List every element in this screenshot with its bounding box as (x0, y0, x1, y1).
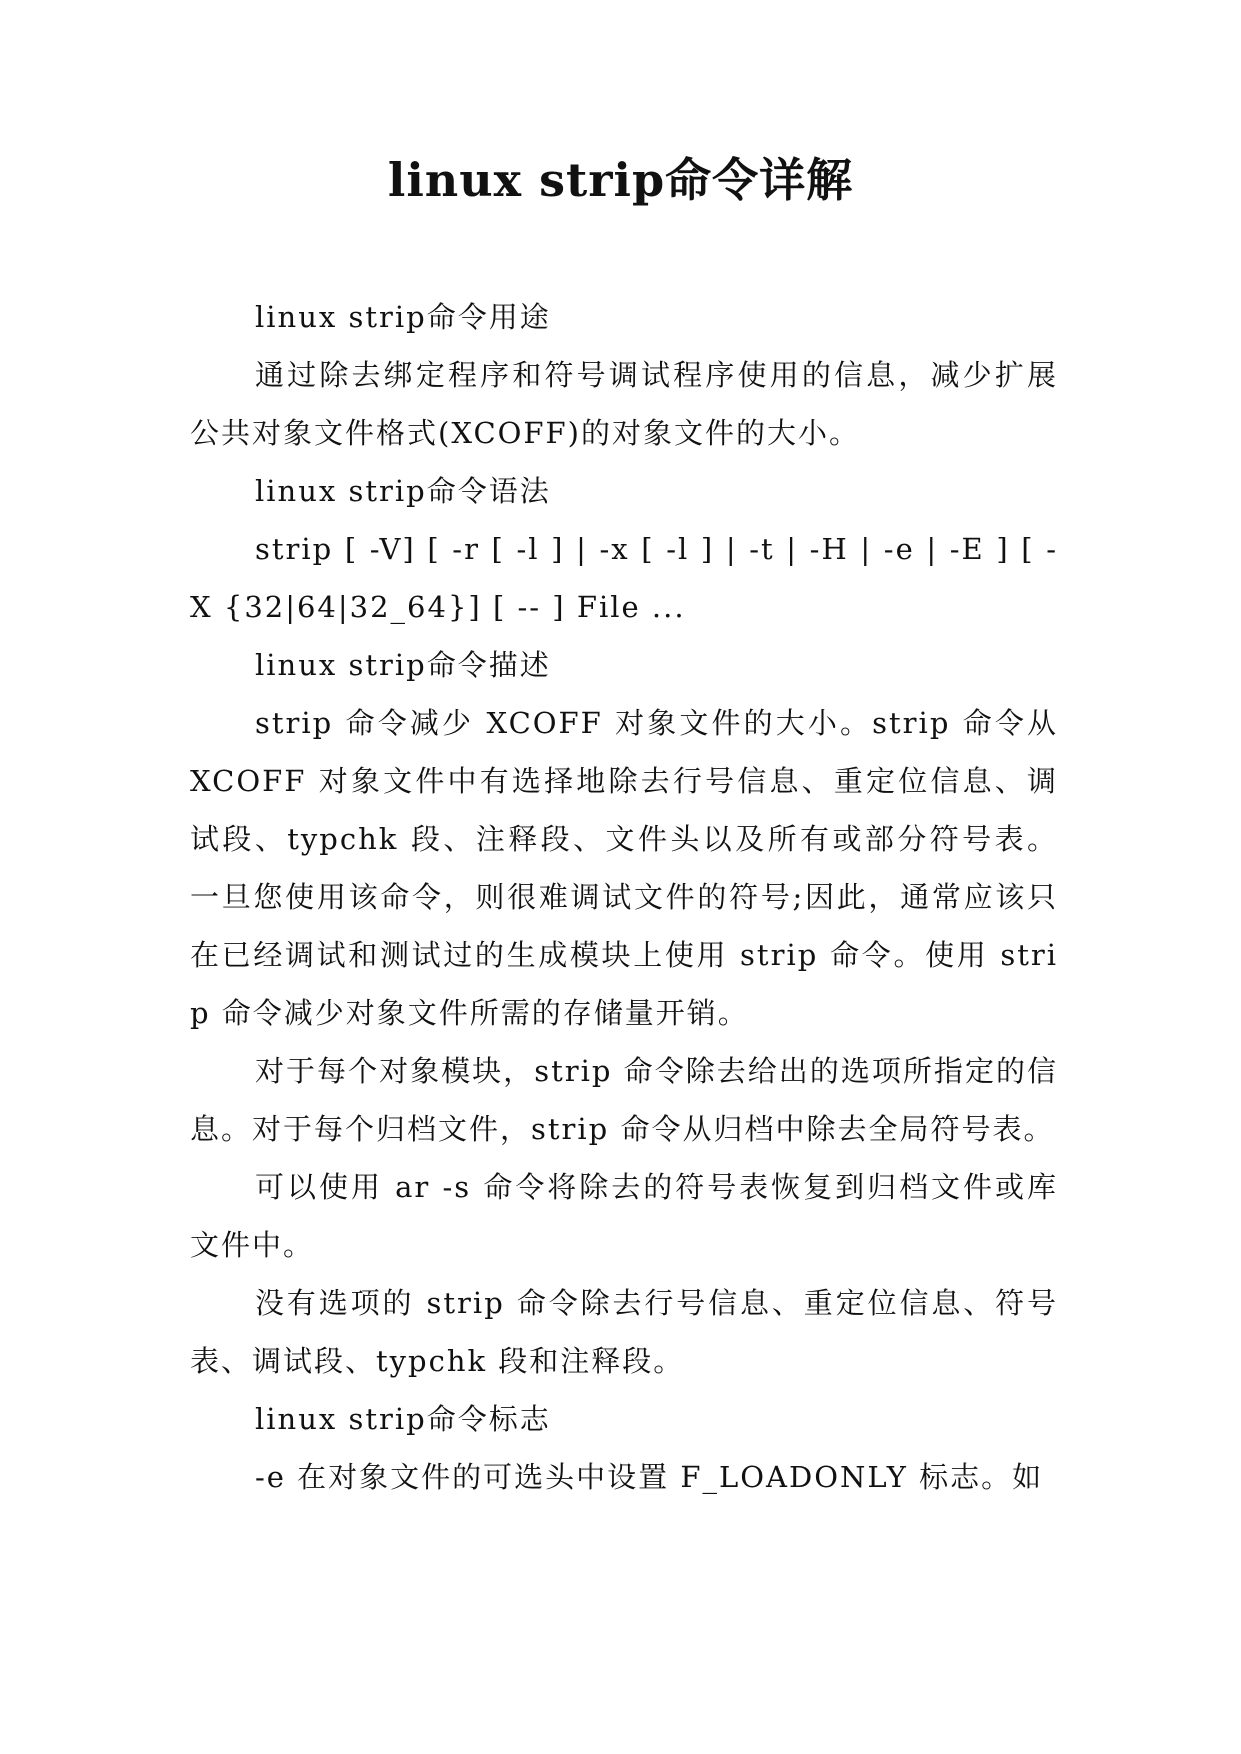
paragraph-flag-e: -e 在对象文件的可选头中设置 F_LOADONLY 标志。如 (255, 1460, 1044, 1494)
paragraph-description: strip 命令减少 XCOFF 对象文件的大小。strip 命令从 XCOFF 对象文件中有选择地除去行号信息、重定位信息、调试段、typchk 段、注释段、文件头以及所有或部分符号表。 一旦您使用该命令，则很难调试文件的符号;因此，通常应该只在已经调试和测试过的生成模块上使用 strip 命令。使用 strip 命令减少对象文件所需的存储量开销。 (190, 706, 1058, 1030)
heading-syntax: linux strip命令语法 (255, 474, 551, 508)
paragraph-no-options: 没有选项的 strip 命令除去行号信息、重定位信息、符号表、调试段、typchk 段和注释段。 (190, 1286, 1058, 1378)
heading-usage: linux strip命令用途 (255, 300, 551, 334)
heading-description: linux strip命令描述 (255, 648, 551, 682)
page-title: linux strip命令详解 (387, 153, 854, 207)
document-body (190, 288, 1058, 1506)
paragraph-syntax: strip [ -V] [ -r [ -l ] | -x [ -l ] | -t | -H | -e | -E ] [ -X {32|64|32_64}] [ -- ] File ... (190, 532, 1058, 624)
heading-flags: linux strip命令标志 (255, 1402, 551, 1436)
paragraph-ar-restore: 可以使用 ar -s 命令将除去的符号表恢复到归档文件或库文件中。 (190, 1170, 1058, 1262)
paragraph-object-module: 对于每个对象模块，strip 命令除去给出的选项所指定的信息。对于每个归档文件，strip 命令从归档中除去全局符号表。 (190, 1054, 1058, 1146)
paragraph-usage: 通过除去绑定程序和符号调试程序使用的信息，减少扩展公共对象文件格式(XCOFF)的对象文件的大小。 (190, 358, 1058, 450)
